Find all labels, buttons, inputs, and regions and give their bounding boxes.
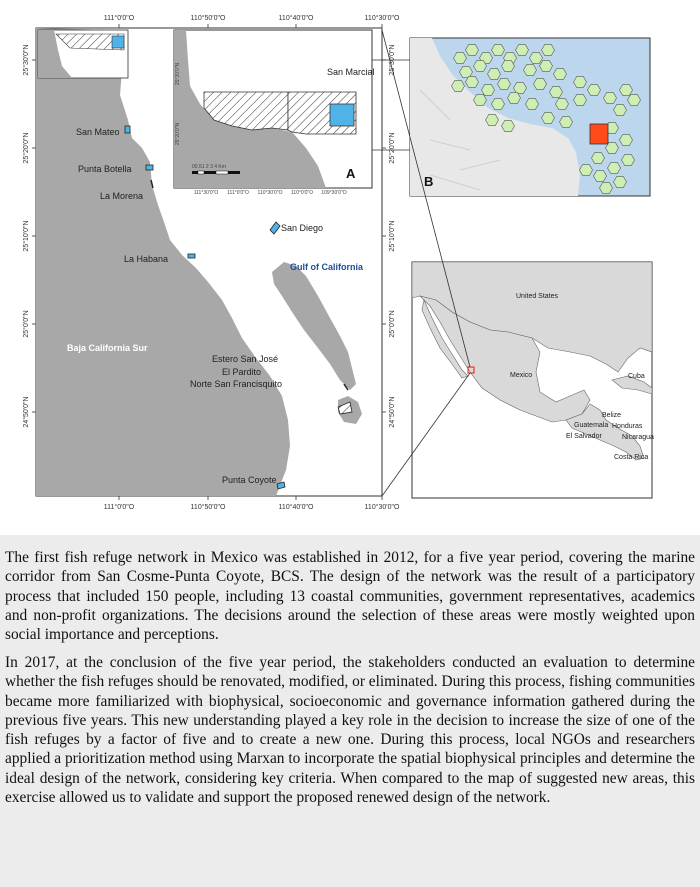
country-label-nicaragua: Nicaragua (622, 434, 654, 441)
site-label-san-diego: San Diego (281, 223, 324, 233)
country-label-belize: Belize (602, 412, 622, 419)
paragraph-2: In 2017, at the conclusion of the five year period, the stakeholders conducted an evaluation to determine whether the fish refuges should be renovated, modified, or eliminated. During this process, fishing communities became more familiarized with biophysical, socioeconomic and governance information gathered during the previous five years. This new understanding played a key role in the decision to increase the size of one of the fish refuges by a factor of five and to create a new one. During this process, local NGOs and researchers applied a prioritization method using Marxan to incorporate the spatial biophysical principles and determine the ideal design of the network, considering key criteria. When compared to the map of suggested new areas, this exercise allowed us to validate and support the proposed renewed design of the network. (5, 654, 695, 807)
bottom-tick-label: 110°40'0"O (278, 504, 314, 511)
right-tick-label: 25°30'0"N (389, 44, 396, 76)
left-tick-label: 25°30'0"N (23, 44, 30, 76)
site-label-la-habana: La Habana (124, 254, 169, 264)
top-tick-label: 110°30'0"O (364, 15, 400, 22)
site-label-la-morena: La Morena (100, 191, 144, 201)
inset-a-bottom-tick-label: 110°0'0"O (290, 190, 314, 196)
inset-b-selected-refuge (590, 124, 608, 144)
refuge-la-habana (188, 254, 195, 258)
left-tick-label: 24°50'0"N (23, 396, 30, 428)
country-label-mexico: Mexico (510, 372, 533, 379)
inset-a-bottom-tick-label: 111°0'0"O (227, 190, 249, 196)
inset-b-letter: B (424, 174, 434, 189)
country-label-cuba: Cuba (628, 373, 645, 380)
site-label-san-mateo: San Mateo (76, 127, 120, 137)
sea-label: Gulf of California (290, 262, 363, 272)
state-label: Baja California Sur (67, 343, 148, 353)
inset-a-letter: A (346, 166, 356, 181)
right-tick-label: 25°0'0"N (389, 310, 396, 338)
inset-a-refuge-blue (330, 104, 354, 126)
inset-a-bottom-tick-label: 109°30'0"O (321, 190, 347, 196)
right-tick-label: 25°20'0"N (389, 132, 396, 164)
country-label-guatemala: Guatemala (574, 422, 609, 429)
bottom-tick-label: 111°0'0"O (103, 504, 135, 511)
locator-map (412, 262, 654, 498)
top-tick-label: 111°0'0"O (103, 15, 135, 22)
country-label-costa-rica: Costa Rica (614, 454, 649, 461)
body-text (0, 540, 700, 887)
bottom-tick-label: 110°50'0"O (190, 504, 226, 511)
country-label-honduras: Honduras (612, 423, 643, 430)
inset-a-bottom-tick-label: 111°30'0"O (193, 190, 219, 196)
inset-a-scale-label: 00.51 2 3 4 Km (192, 164, 226, 170)
paragraph-1: The first fish refuge network in Mexico was established in 2012, for a five year period, covering the marine corridor from San Cosme-Punta Coyote, BCS. The design of the network was the result of a participatory process that included 150 people, including 13 coastal communities, government representatives, academics and non-profit organizations. The decisions around the selection of these areas were mostly weighted upon social importance and perceptions. (5, 549, 695, 644)
country-label-united-states: United States (516, 293, 559, 300)
inset-a-bottom-ticks (194, 190, 347, 196)
inset-b (410, 38, 650, 196)
left-tick-label: 25°20'0"N (23, 132, 30, 164)
inset-a-left-tick-label: 25°20'0"N (175, 122, 181, 146)
right-tick-label: 24°50'0"N (389, 396, 396, 428)
inset-a-bottom-tick-label: 110°30'0"O (257, 190, 283, 196)
site-label-el-pardito: El Pardito (222, 367, 262, 377)
site-label-estero-san-jose: Estero San José (212, 354, 279, 364)
refuge-punta-botella (146, 165, 153, 170)
top-tick-label: 110°40'0"O (278, 15, 314, 22)
site-label-punta-coyote: Punta Coyote (222, 475, 277, 485)
right-tick-label: 25°10'0"N (389, 220, 396, 252)
inset-a (174, 30, 375, 196)
left-tick-label: 25°0'0"N (23, 310, 30, 338)
corner-inset (38, 30, 128, 78)
top-tick-label: 110°50'0"O (190, 15, 226, 22)
inset-a-left-tick-label: 25°30'0"N (175, 62, 181, 86)
refuge-san-mateo (125, 126, 130, 133)
bottom-tick-label: 110°30'0"O (364, 504, 400, 511)
left-tick-label: 25°10'0"N (23, 220, 30, 252)
site-label-punta-botella: Punta Botella (78, 164, 132, 174)
country-label-el-salvador: El Salvador (566, 433, 602, 440)
inset-a-site-label: San Marcial (327, 67, 375, 77)
site-label-norte-san-francisquito: Norte San Francisquito (190, 379, 283, 389)
